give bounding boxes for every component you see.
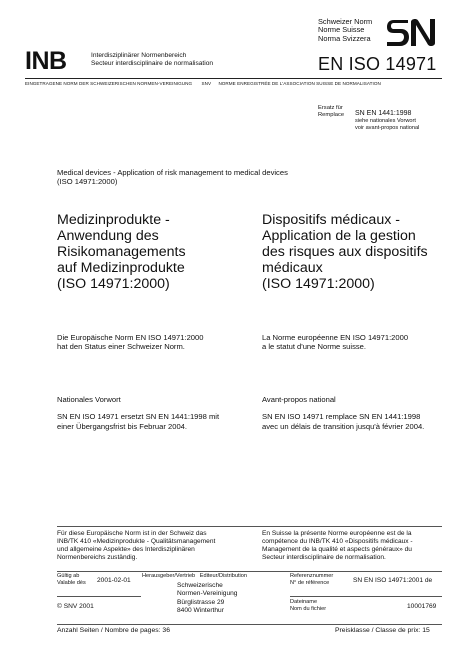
title-fr-line-4: médicaux	[262, 260, 323, 276]
inb-name-fr: Secteur interdisciplinaire de normalisation	[91, 60, 214, 68]
committee-de-line-3: und allgemeine Aspekte» des Interdisziplinären	[57, 546, 195, 553]
valid-date: 2001-02-01	[97, 577, 131, 584]
replaces-note-de: siehe nationales Vorwort	[355, 118, 416, 125]
inb-name	[91, 52, 213, 69]
registered-snv: SNV	[201, 81, 212, 86]
committee-rule	[57, 526, 442, 527]
foreword-de-heading: Nationales Vorwort	[57, 395, 121, 404]
title-de	[57, 212, 186, 292]
publisher-label	[142, 573, 247, 580]
title-fr-line-1: Dispositifs médicaux -	[262, 212, 400, 228]
committee-fr	[262, 530, 413, 562]
standard-number: EN ISO 14971	[318, 54, 437, 74]
replaces-block	[355, 110, 419, 132]
footer-top-rule	[57, 571, 442, 572]
price-class: Preisklasse / Classe de prix: 15	[335, 627, 430, 634]
reference-value: SN EN ISO 14971:2001 de	[353, 577, 433, 584]
header-rule	[25, 78, 442, 79]
registered-fr: NORME ENREGISTRÉE DE L'ASSOCIATION SUISSE DE NORMALISATION	[218, 81, 381, 86]
committee-fr-line-4: Secteur interdisciplinaire de normalisation.	[262, 554, 386, 561]
inb-logo: INB	[25, 47, 67, 75]
status-de-line-1: Die Europäische Norm EN ISO 14971:2000	[57, 333, 204, 342]
replaces-note-fr: voir avant-propos national	[355, 125, 420, 132]
publisher-line-1: Schweizerische	[177, 582, 223, 589]
foreword-fr-heading: Avant-propos national	[262, 395, 336, 404]
committee-fr-line-2: compétence du INB/TK 410 «Dispositifs médicaux -	[262, 538, 413, 545]
committee-de	[57, 530, 215, 562]
registered-line	[25, 81, 442, 87]
foreword-fr-line-1: SN EN ISO 14971 remplace SN EN 1441:1998	[262, 412, 421, 422]
snv-name-it: Norma Svizzera	[318, 33, 371, 43]
foreword-de-line-1: SN EN ISO 14971 ersetzt SN EN 1441:1998 mit	[57, 412, 220, 422]
status-fr-line-2: a le statut d'une Norme suisse.	[262, 342, 367, 352]
publisher-address	[177, 582, 237, 615]
sn-logo-text: SN	[386, 3, 409, 20]
publisher-label-fr: Editeur/Distribution	[199, 573, 247, 579]
filename-label-de: Dateiname	[290, 599, 318, 605]
title-de-line-3: Risikomanagements	[57, 244, 186, 260]
english-title-line-2: (ISO 14971:2000)	[57, 177, 118, 187]
title-fr-line-2: Application de la gestion	[262, 228, 416, 244]
pages-count: Anzahl Seiten / Nombre de pages: 36	[57, 627, 170, 634]
foreword-de-line-2: einer Übergangsfrist bis Februar 2004.	[57, 421, 188, 431]
committee-de-line-1: Für diese Europäische Norm ist in der Schweiz das	[57, 530, 207, 537]
foreword-fr-line-2: avec un délais de transition jusqu'à février 2004.	[262, 421, 425, 431]
foreword-de	[57, 395, 219, 431]
replaces-value: SN EN 1441:1998	[355, 110, 412, 117]
replaces-label-fr: Remplace	[318, 112, 345, 118]
foreword-fr	[262, 395, 424, 431]
title-de-line-5: (ISO 14971:2000)	[57, 276, 170, 292]
reference-label	[290, 573, 333, 586]
replaces-label-de: Ersatz für	[318, 105, 343, 111]
publisher-line-3: Bürglistrasse 29	[177, 598, 225, 606]
registered-de: EINGETRAGENE NORM DER SCHWEIZERISCHEN NORMEN-VEREINIGUNG	[25, 81, 193, 86]
footer-bottom-rule	[57, 624, 442, 625]
title-fr-line-5: (ISO 14971:2000)	[262, 276, 375, 292]
reference-label-de: Referenznummer	[290, 573, 334, 579]
status-de	[57, 333, 203, 352]
filename-label-fr: Nom du fichier	[290, 605, 327, 612]
filename-label	[290, 599, 326, 612]
publisher-line-4: 8400 Winterthur	[177, 606, 224, 614]
title-fr	[262, 212, 428, 292]
valid-label-de: Gültig ab	[57, 573, 80, 579]
status-de-line-2: hat den Status einer Schweizer Norm.	[57, 342, 185, 352]
committee-de-line-2: INB/TK 410 «Medizinprodukte - Qualitätsmanagement	[57, 538, 216, 545]
status-fr	[262, 333, 408, 352]
reference-label-fr: N° de référence	[290, 579, 330, 586]
committee-de-line-4: Normenbereichs zuständig.	[57, 554, 138, 561]
inb-name-de: Interdisziplinärer Normenbereich	[91, 52, 187, 59]
committee-fr-line-1: En Suisse la présente Norme européenne est de la	[262, 530, 412, 537]
publisher-label-de: Herausgeber/Vertrieb	[142, 573, 196, 579]
title-fr-line-3: des risques aux dispositifs	[262, 244, 428, 260]
title-de-line-1: Medizinprodukte -	[57, 212, 170, 228]
title-de-line-4: auf Medizinprodukte	[57, 260, 185, 276]
replaces-label	[318, 105, 344, 119]
publisher-line-2: Normen-Vereinigung	[177, 590, 238, 598]
filename-value: 10001769	[407, 603, 437, 610]
committee-fr-line-3: Management de la qualité et aspects généraux» du	[262, 546, 412, 553]
copyright: © SNV 2001	[57, 603, 94, 610]
footer-left-mid-rule	[57, 596, 141, 597]
snv-name-fr: Norme Suisse	[318, 25, 365, 35]
snv-names	[318, 18, 372, 43]
status-fr-line-1: La Norme européenne EN ISO 14971:2000	[262, 333, 409, 342]
sn-logo	[386, 3, 440, 48]
english-title	[57, 168, 288, 187]
valid-label-fr: Valable dès	[57, 579, 86, 586]
title-de-line-2: Anwendung des	[57, 228, 159, 244]
footer-right-mid-rule	[290, 596, 442, 597]
english-title-line-1: Medical devices - Application of risk management to medical devices	[57, 168, 288, 177]
snv-name-de: Schweizer Norm	[318, 17, 373, 26]
valid-label	[57, 573, 86, 586]
